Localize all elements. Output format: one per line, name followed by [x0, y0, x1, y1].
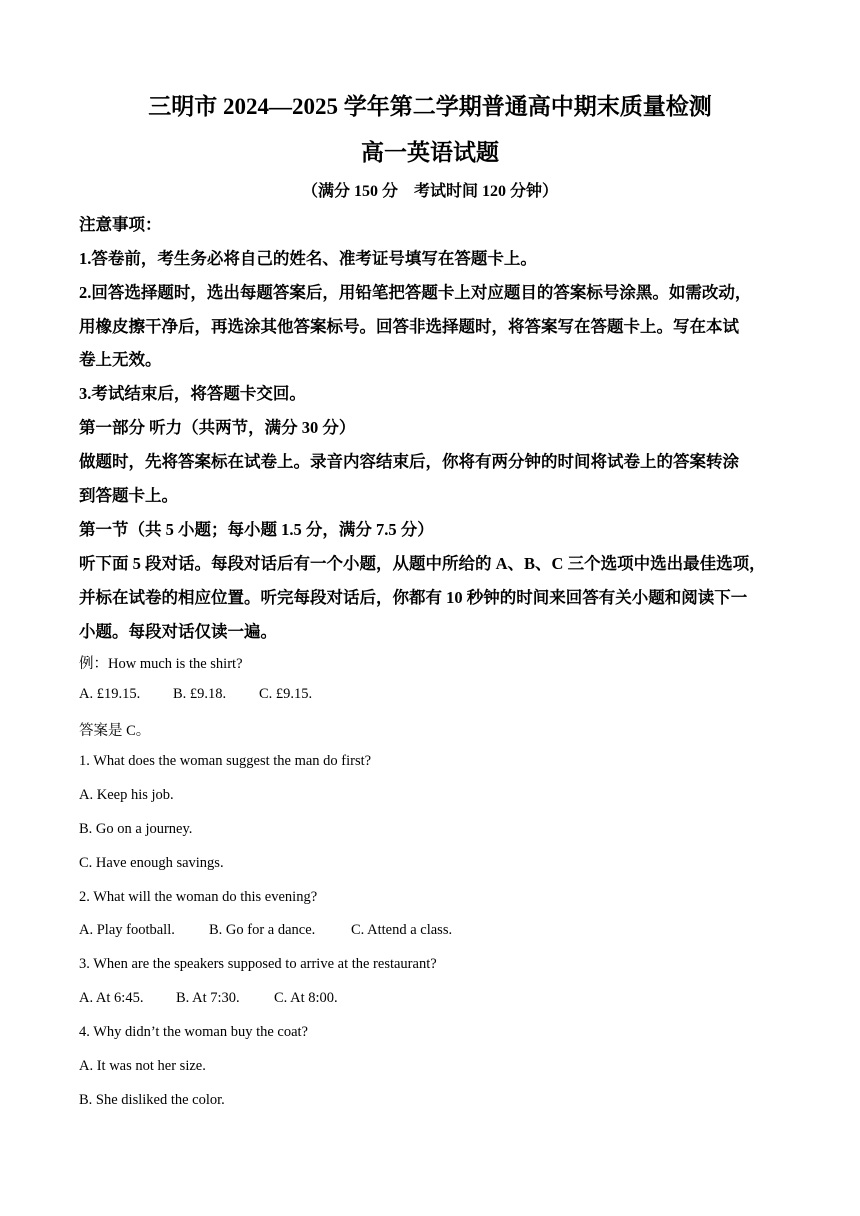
- exam-subtitle: 高一英语试题: [361, 140, 499, 165]
- notice-item-2-line-1: 2.回答选择题时，选出每题答案后，用铅笔把答题卡上对应题目的答案标号涂黑。如需改动，: [79, 283, 752, 302]
- part1-instruction-line-1: 做题时，先将答案标在试卷上。录音内容结束后，你将有两分钟的时间将试卷上的答案转涂: [79, 452, 739, 471]
- question-1: 1. What does the woman suggest the man do first?: [79, 753, 372, 769]
- question-2-options: [79, 922, 452, 939]
- notice-item-1: 1.答卷前，考生务必将自己的姓名、准考证号填写在答题卡上。: [79, 249, 537, 268]
- question-3-option-a: A. At 6:45.: [79, 990, 144, 1006]
- question-4: 4. Why didn’t the woman buy the coat?: [79, 1024, 308, 1040]
- example-answer: 答案是 C。: [79, 723, 151, 739]
- question-4-option-a: A. It was not her size.: [79, 1058, 206, 1074]
- question-3: 3. When are the speakers supposed to arrive at the restaurant?: [79, 956, 437, 972]
- question-3-option-c: C. At 8:00.: [274, 990, 338, 1006]
- section1-instruction-line-1: 听下面 5 段对话。每段对话后有一个小题，从题中所给的 A、B、C 三个选项中选出最佳选项，: [79, 554, 766, 573]
- question-1-option-c: C. Have enough savings.: [79, 855, 224, 871]
- question-2: 2. What will the woman do this evening?: [79, 889, 318, 905]
- notice-item-3: 3.考试结束后，将答题卡交回。: [79, 384, 306, 403]
- part1-instruction-line-2: 到答题卡上。: [79, 486, 178, 505]
- score-time-note: （满分 150 分 考试时间 120 分钟）: [301, 183, 558, 200]
- question-1-option-a: A. Keep his job.: [79, 787, 174, 803]
- section1-instruction-line-2: 并标在试卷的相应位置。听完每段对话后，你都有 10 秒钟的时间来回答有关小题和阅读下一: [79, 588, 748, 607]
- question-2-option-a: A. Play football.: [79, 922, 175, 938]
- question-1-option-b: B. Go on a journey.: [79, 821, 193, 837]
- section1-instruction-line-3: 小题。每段对话仅读一遍。: [79, 622, 277, 641]
- notice-heading: 注意事项：: [79, 215, 162, 234]
- section1-heading: 第一节（共 5 小题；每小题 1.5 分，满分 7.5 分）: [79, 520, 434, 539]
- notice-item-2-line-2: 用橡皮擦干净后，再选涂其他答案标号。回答非选择题时，将答案写在答题卡上。写在本试: [79, 317, 739, 336]
- exam-title: 三明市 2024—2025 学年第二学期普通高中期末质量检测: [148, 94, 712, 119]
- question-3-options: [79, 990, 338, 1007]
- example-option-b: B. £9.18.: [173, 686, 227, 702]
- question-3-option-b: B. At 7:30.: [176, 990, 240, 1006]
- notice-item-2-line-3: 卷上无效。: [79, 350, 162, 369]
- example-options: [79, 686, 312, 703]
- example-question: 例：How much is the shirt?: [79, 656, 243, 672]
- question-2-option-b: B. Go for a dance.: [209, 922, 316, 938]
- example-option-c: C. £9.15.: [259, 686, 313, 702]
- question-2-option-c: C. Attend a class.: [351, 922, 453, 938]
- part1-heading: 第一部分 听力（共两节，满分 30 分）: [79, 418, 356, 437]
- example-option-a: A. £19.15.: [79, 686, 141, 702]
- question-4-option-b: B. She disliked the color.: [79, 1092, 225, 1108]
